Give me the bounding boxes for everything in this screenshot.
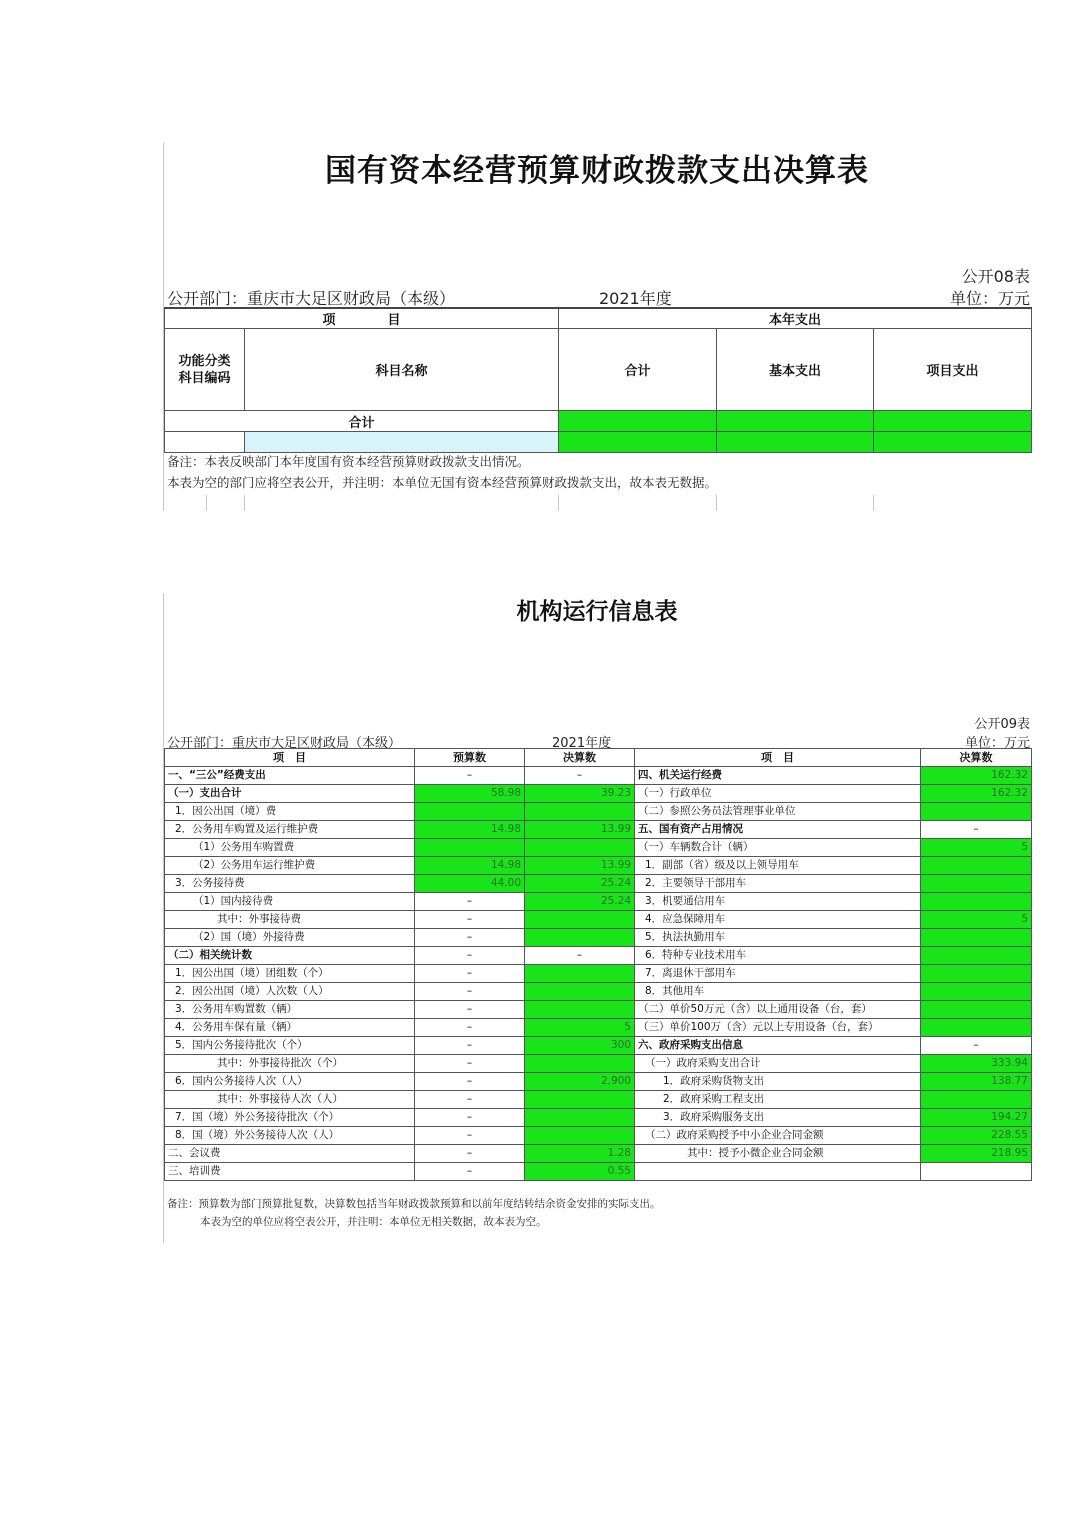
row-item-label-right: 3．机要通信用车 [635, 893, 921, 911]
budget-cell[interactable]: – [415, 1073, 525, 1091]
final-cell-right[interactable] [921, 1001, 1032, 1019]
row-item-label-right: 2．政府采购工程支出 [635, 1091, 921, 1109]
final-cell-right[interactable] [921, 893, 1032, 911]
row-item-label-right: （二）政府采购授予中小企业合同金额 [635, 1127, 921, 1145]
table-row [165, 947, 1032, 965]
row-item-label: 一、“三公”经费支出 [165, 767, 415, 785]
table-row [165, 1163, 1032, 1181]
row-item-label: （二）相关统计数 [165, 947, 415, 965]
table08-title: 国有资本经营预算财政拨款支出决算表 [325, 153, 869, 189]
row-item-label-right: 六、政府采购支出信息 [635, 1037, 921, 1055]
project-cell[interactable] [874, 411, 1032, 432]
final-cell[interactable] [525, 839, 635, 857]
budget-cell[interactable]: – [415, 1037, 525, 1055]
final-cell-right[interactable]: 138.77 [921, 1073, 1032, 1091]
final-cell[interactable]: 2,900 [525, 1073, 635, 1091]
row-item-label: 2．因公出国（境）人次数（人） [165, 983, 415, 1001]
table-row [165, 1037, 1032, 1055]
final-cell[interactable] [525, 965, 635, 983]
table-row [165, 965, 1032, 983]
row-item-label: （1）国内接待费 [165, 893, 415, 911]
subject-name-cell[interactable] [245, 432, 559, 453]
header-final-right: 决算数 [921, 749, 1032, 767]
header-final: 决算数 [525, 749, 635, 767]
final-cell-right[interactable] [921, 1163, 1032, 1181]
table-row [165, 1019, 1032, 1037]
final-cell-right[interactable]: 218.95 [921, 1145, 1032, 1163]
header-item: 项 目 [165, 749, 415, 767]
row-item-label: 三、培训费 [165, 1163, 415, 1181]
budget-cell[interactable]: – [415, 1001, 525, 1019]
final-cell-right[interactable]: 5 [921, 911, 1032, 929]
budget-cell[interactable]: 14.98 [415, 857, 525, 875]
final-cell[interactable]: – [525, 767, 635, 785]
final-cell[interactable]: 300 [525, 1037, 635, 1055]
table-row [165, 875, 1032, 893]
final-cell[interactable]: 25.24 [525, 875, 635, 893]
data-cell[interactable] [559, 432, 717, 453]
total-row-label: 合计 [165, 411, 559, 432]
final-cell-right[interactable] [921, 875, 1032, 893]
table-row [165, 1109, 1032, 1127]
row-item-label-right: 1．副部（省）级及以上领导用车 [635, 857, 921, 875]
final-cell[interactable] [525, 983, 635, 1001]
final-cell[interactable] [525, 803, 635, 821]
budget-cell[interactable]: – [415, 947, 525, 965]
final-cell-right[interactable] [921, 1091, 1032, 1109]
header-item: 项 目 [165, 308, 559, 329]
final-cell[interactable] [525, 1091, 635, 1109]
table08-sheet [163, 143, 1030, 511]
grid-mark [206, 495, 207, 511]
row-item-label: 7．国（境）外公务接待批次（个） [165, 1109, 415, 1127]
table-row [165, 1073, 1032, 1091]
final-cell-right[interactable]: – [921, 1037, 1032, 1055]
header-project: 项目支出 [874, 329, 1032, 411]
table09-unit: 单位：万元 [964, 736, 1030, 751]
header-budget: 预算数 [415, 749, 525, 767]
row-item-label: 4．公务用车保有量（辆） [165, 1019, 415, 1037]
row-item-label: 8．国（境）外公务接待人次（人） [165, 1127, 415, 1145]
data-cell[interactable] [717, 432, 874, 453]
budget-cell[interactable]: 44.00 [415, 875, 525, 893]
final-cell[interactable] [525, 1127, 635, 1145]
row-item-label: 其中：外事接待人次（人） [165, 1091, 415, 1109]
row-item-label: 3．公务接待费 [165, 875, 415, 893]
budget-cell[interactable]: – [415, 767, 525, 785]
row-item-label-right [635, 1163, 921, 1181]
final-cell-right[interactable]: 228.55 [921, 1127, 1032, 1145]
budget-cell[interactable]: – [415, 1145, 525, 1163]
budget-cell[interactable]: – [415, 1055, 525, 1073]
final-cell[interactable]: 0.55 [525, 1163, 635, 1181]
row-item-label-right: （二）参照公务员法管理事业单位 [635, 803, 921, 821]
table08-unit: 单位：万元 [949, 289, 1030, 308]
table-row [165, 785, 1032, 803]
table-row [165, 821, 1032, 839]
basic-cell[interactable] [717, 411, 874, 432]
header-current-year-expense: 本年支出 [559, 308, 1032, 329]
header-total: 合计 [559, 329, 717, 411]
budget-cell[interactable]: – [415, 1109, 525, 1127]
table09-number: 公开09表 [974, 717, 1030, 732]
budget-cell[interactable]: 14.98 [415, 821, 525, 839]
final-cell[interactable] [525, 911, 635, 929]
table-row [165, 911, 1032, 929]
grid-mark [716, 495, 717, 511]
row-item-label-right: （一）政府采购支出合计 [635, 1055, 921, 1073]
row-item-label-right: 3．政府采购服务支出 [635, 1109, 921, 1127]
header-item-right: 项 目 [635, 749, 921, 767]
final-cell-right[interactable] [921, 803, 1032, 821]
row-item-label-right: （一）车辆数合计（辆） [635, 839, 921, 857]
table-row [165, 1001, 1032, 1019]
table-row [165, 857, 1032, 875]
final-cell[interactable]: 5 [525, 1019, 635, 1037]
table-row [165, 893, 1032, 911]
row-item-label-right: 6．特种专业技术用车 [635, 947, 921, 965]
table-row [165, 1127, 1032, 1145]
row-item-label-right: 5．执法执勤用车 [635, 929, 921, 947]
budget-cell[interactable]: – [415, 911, 525, 929]
final-cell-right[interactable]: – [921, 821, 1032, 839]
final-cell-right[interactable]: 5 [921, 839, 1032, 857]
final-cell[interactable]: – [525, 947, 635, 965]
budget-cell[interactable]: – [415, 1091, 525, 1109]
final-cell-right[interactable] [921, 1019, 1032, 1037]
table-row [165, 803, 1032, 821]
final-cell-right[interactable]: 194.27 [921, 1109, 1032, 1127]
final-cell[interactable]: 39.23 [525, 785, 635, 803]
final-cell-right[interactable] [921, 983, 1032, 1001]
budget-cell[interactable]: – [415, 965, 525, 983]
header-basic: 基本支出 [717, 329, 874, 411]
row-item-label-right: （二）单价50万元（含）以上通用设备（台，套） [635, 1001, 921, 1019]
table09-title: 机构运行信息表 [516, 599, 678, 625]
table08-note-1: 备注：本表反映部门本年度国有资本经营预算财政拨款支出情况。 [167, 454, 530, 469]
table09-sheet [163, 593, 1030, 1243]
row-item-label: 1．因公出国（境）费 [165, 803, 415, 821]
final-cell-right[interactable]: 162.32 [921, 785, 1032, 803]
budget-cell[interactable]: – [415, 1163, 525, 1181]
final-cell[interactable] [525, 1109, 635, 1127]
table-row [165, 1145, 1032, 1163]
final-cell-right[interactable] [921, 857, 1032, 875]
final-cell-right[interactable] [921, 947, 1032, 965]
table-row [165, 1055, 1032, 1073]
final-cell-right[interactable]: 333.94 [921, 1055, 1032, 1073]
table-row [165, 1091, 1032, 1109]
grid-mark [558, 495, 559, 511]
table08-year: 2021年度 [599, 289, 672, 308]
table-row [165, 767, 1032, 785]
row-item-label-right: 1．政府采购货物支出 [635, 1073, 921, 1091]
budget-cell[interactable] [415, 803, 525, 821]
total-cell[interactable] [559, 411, 717, 432]
grid-mark [244, 495, 245, 511]
budget-cell[interactable]: – [415, 1127, 525, 1145]
table09-note-1: 备注：预算数为部门预算批复数，决算数包括当年财政拨款预算和以前年度结转结余资金安排的实际支出。 [167, 1198, 661, 1210]
budget-cell[interactable]: – [415, 1019, 525, 1037]
row-item-label-right: 8．其他用车 [635, 983, 921, 1001]
grid-mark [873, 495, 874, 511]
row-item-label-right: （三）单价100万（含）元以上专用设备（台，套） [635, 1019, 921, 1037]
budget-cell[interactable]: – [415, 929, 525, 947]
row-item-label: 6．国内公务接待人次（人） [165, 1073, 415, 1091]
table09-grid [164, 748, 1032, 1181]
table08-department: 公开部门：重庆市大足区财政局（本级） [167, 289, 456, 308]
final-cell[interactable]: 25.24 [525, 893, 635, 911]
row-item-label: （一）支出合计 [165, 785, 415, 803]
table08-grid [164, 307, 1032, 453]
final-cell-right[interactable] [921, 929, 1032, 947]
table-row [165, 929, 1032, 947]
row-item-label-right: 4．应急保障用车 [635, 911, 921, 929]
code-cell[interactable] [165, 432, 245, 453]
table08-number: 公开08表 [961, 267, 1030, 286]
row-item-label-right: 7．离退休干部用车 [635, 965, 921, 983]
row-item-label-right: 四、机关运行经费 [635, 767, 921, 785]
row-item-label: （2）国（境）外接待费 [165, 929, 415, 947]
final-cell[interactable] [525, 929, 635, 947]
final-cell[interactable] [525, 1055, 635, 1073]
final-cell[interactable]: 1.28 [525, 1145, 635, 1163]
final-cell[interactable] [525, 1001, 635, 1019]
row-item-label: 二、会议费 [165, 1145, 415, 1163]
row-item-label-right: （一）行政单位 [635, 785, 921, 803]
row-item-label: 1．因公出国（境）团组数（个） [165, 965, 415, 983]
final-cell[interactable]: 13.99 [525, 857, 635, 875]
row-item-label-right: 2．主要领导干部用车 [635, 875, 921, 893]
row-item-label: 5．国内公务接待批次（个） [165, 1037, 415, 1055]
row-item-label-right: 其中：授予小微企业合同金额 [635, 1145, 921, 1163]
table09-year: 2021年度 [552, 736, 612, 751]
budget-cell[interactable] [415, 839, 525, 857]
row-item-label: （2）公务用车运行维护费 [165, 857, 415, 875]
row-item-label: 其中：外事接待批次（个） [165, 1055, 415, 1073]
row-item-label-right: 五、国有资产占用情况 [635, 821, 921, 839]
data-cell[interactable] [874, 432, 1032, 453]
table-row [165, 839, 1032, 857]
row-item-label: 其中：外事接待费 [165, 911, 415, 929]
table08-note-2: 本表为空的部门应将空表公开，并注明：本单位无国有资本经营预算财政拨款支出，故本表无数据。 [167, 475, 718, 490]
final-cell[interactable]: 13.99 [525, 821, 635, 839]
budget-cell[interactable]: 58.98 [415, 785, 525, 803]
budget-cell[interactable]: – [415, 893, 525, 911]
budget-cell[interactable]: – [415, 983, 525, 1001]
final-cell-right[interactable] [921, 965, 1032, 983]
table09-department: 公开部门：重庆市大足区财政局（本级） [167, 736, 402, 751]
row-item-label: 3．公务用车购置数（辆） [165, 1001, 415, 1019]
table-row [165, 983, 1032, 1001]
final-cell-right[interactable]: 162.32 [921, 767, 1032, 785]
row-item-label: （1）公务用车购置费 [165, 839, 415, 857]
row-item-label: 2．公务用车购置及运行维护费 [165, 821, 415, 839]
table09-note-2: 本表为空的单位应将空表公开，并注明：本单位无相关数据，故本表为空。 [200, 1216, 547, 1228]
header-code: 功能分类 科目编码 [165, 329, 245, 411]
header-subject-name: 科目名称 [245, 329, 559, 411]
